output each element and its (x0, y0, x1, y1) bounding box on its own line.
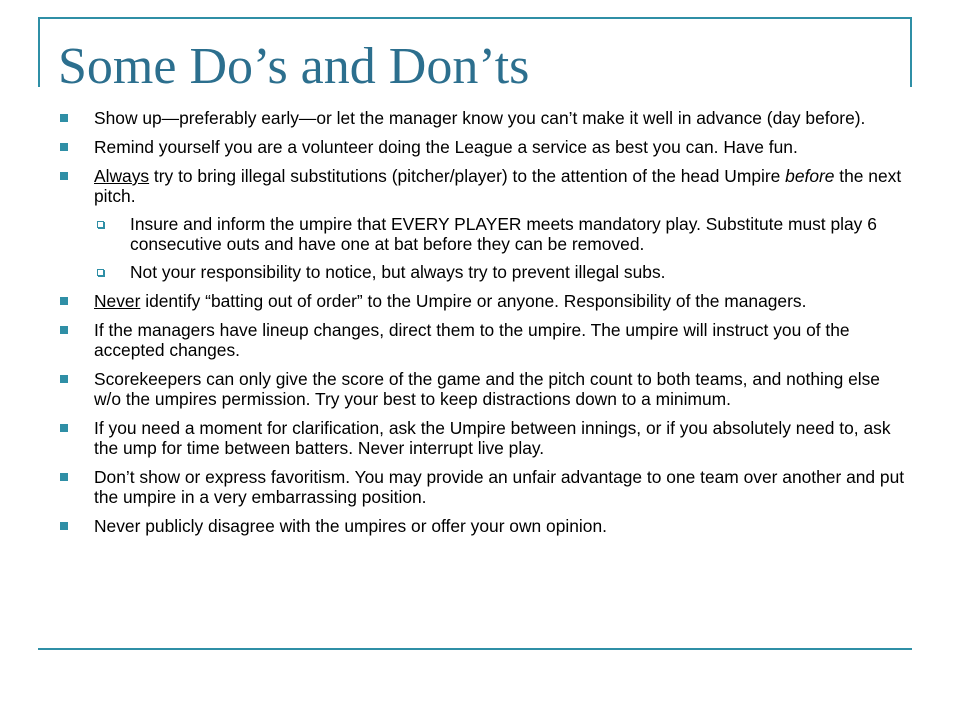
hollow-square-bullet-icon (97, 221, 104, 228)
bullet-text: Show up—preferably early—or let the manager know you can’t make it well in advance (day before). (94, 108, 866, 128)
sub-bullet-item-mandatory-play (94, 214, 908, 254)
bullet-item-favoritism (58, 467, 908, 507)
bullet-list (58, 108, 908, 545)
bullet-item-volunteer (58, 137, 908, 157)
bullet-text: If the managers have lineup changes, direct them to the umpire. The umpire will instruct you of the accepted changes. (94, 320, 850, 360)
bullet-text: If you need a moment for clarification, ask the Umpire between innings, or if you absolutely need to, ask the ump for time between batters. Never interrupt live play. (94, 418, 891, 458)
square-bullet-icon (60, 424, 68, 432)
bullet-emphasis-never: Never (94, 291, 141, 311)
bullet-text: Scorekeepers can only give the score of the game and the pitch count to both teams, and nothing else w/o the umpires permission. Try your best to keep distractions down to a minimum. (94, 369, 880, 409)
square-bullet-icon (60, 375, 68, 383)
sub-bullet-item-prevent-illegal-subs (94, 262, 908, 282)
bullet-item-illegal-substitutions (58, 166, 908, 282)
sub-bullet-text: Insure and inform the umpire that EVERY PLAYER meets mandatory play. Substitute must play 6 consecutive outs and have one at bat before they can be removed. (130, 214, 877, 254)
square-bullet-icon (60, 326, 68, 334)
square-bullet-icon (60, 522, 68, 530)
bullet-text: Never publicly disagree with the umpires or offer your own opinion. (94, 516, 607, 536)
bullet-item-disagree (58, 516, 908, 536)
square-bullet-icon (60, 114, 68, 122)
square-bullet-icon (60, 143, 68, 151)
frame-right-rule (910, 17, 912, 87)
bullet-text: Remind yourself you are a volunteer doing the League a service as best you can. Have fun. (94, 137, 798, 157)
sub-bullet-list (94, 214, 908, 282)
sub-bullet-text: Not your responsibility to notice, but always try to prevent illegal subs. (130, 262, 666, 282)
slide-title: Some Do’s and Don’ts (58, 38, 530, 95)
hollow-square-bullet-icon (97, 269, 104, 276)
bullet-text-end: the next pitch. (94, 166, 902, 206)
frame-top-rule (38, 17, 912, 19)
square-bullet-icon (60, 297, 68, 305)
bullet-emphasis-before: before (785, 166, 835, 186)
square-bullet-icon (60, 473, 68, 481)
square-bullet-icon (60, 172, 68, 180)
frame-bottom-rule (38, 648, 912, 650)
bullet-item-show-up (58, 108, 908, 128)
bullet-item-clarification (58, 418, 908, 458)
frame-left-rule (38, 17, 40, 87)
bullet-text: try to bring illegal substitutions (pitcher/player) to the attention of the head Umpire (149, 166, 786, 186)
bullet-text: Don’t show or express favoritism. You may provide an unfair advantage to one team over another and put the umpire in a very embarrassing position. (94, 467, 905, 507)
bullet-text: identify “batting out of order” to the Umpire or anyone. Responsibility of the managers. (140, 291, 807, 311)
bullet-item-lineup-changes (58, 320, 908, 360)
bullet-item-score-and-pitch-count (58, 369, 908, 409)
bullet-item-batting-out-of-order (58, 291, 908, 311)
bullet-emphasis-always: Always (94, 166, 150, 186)
